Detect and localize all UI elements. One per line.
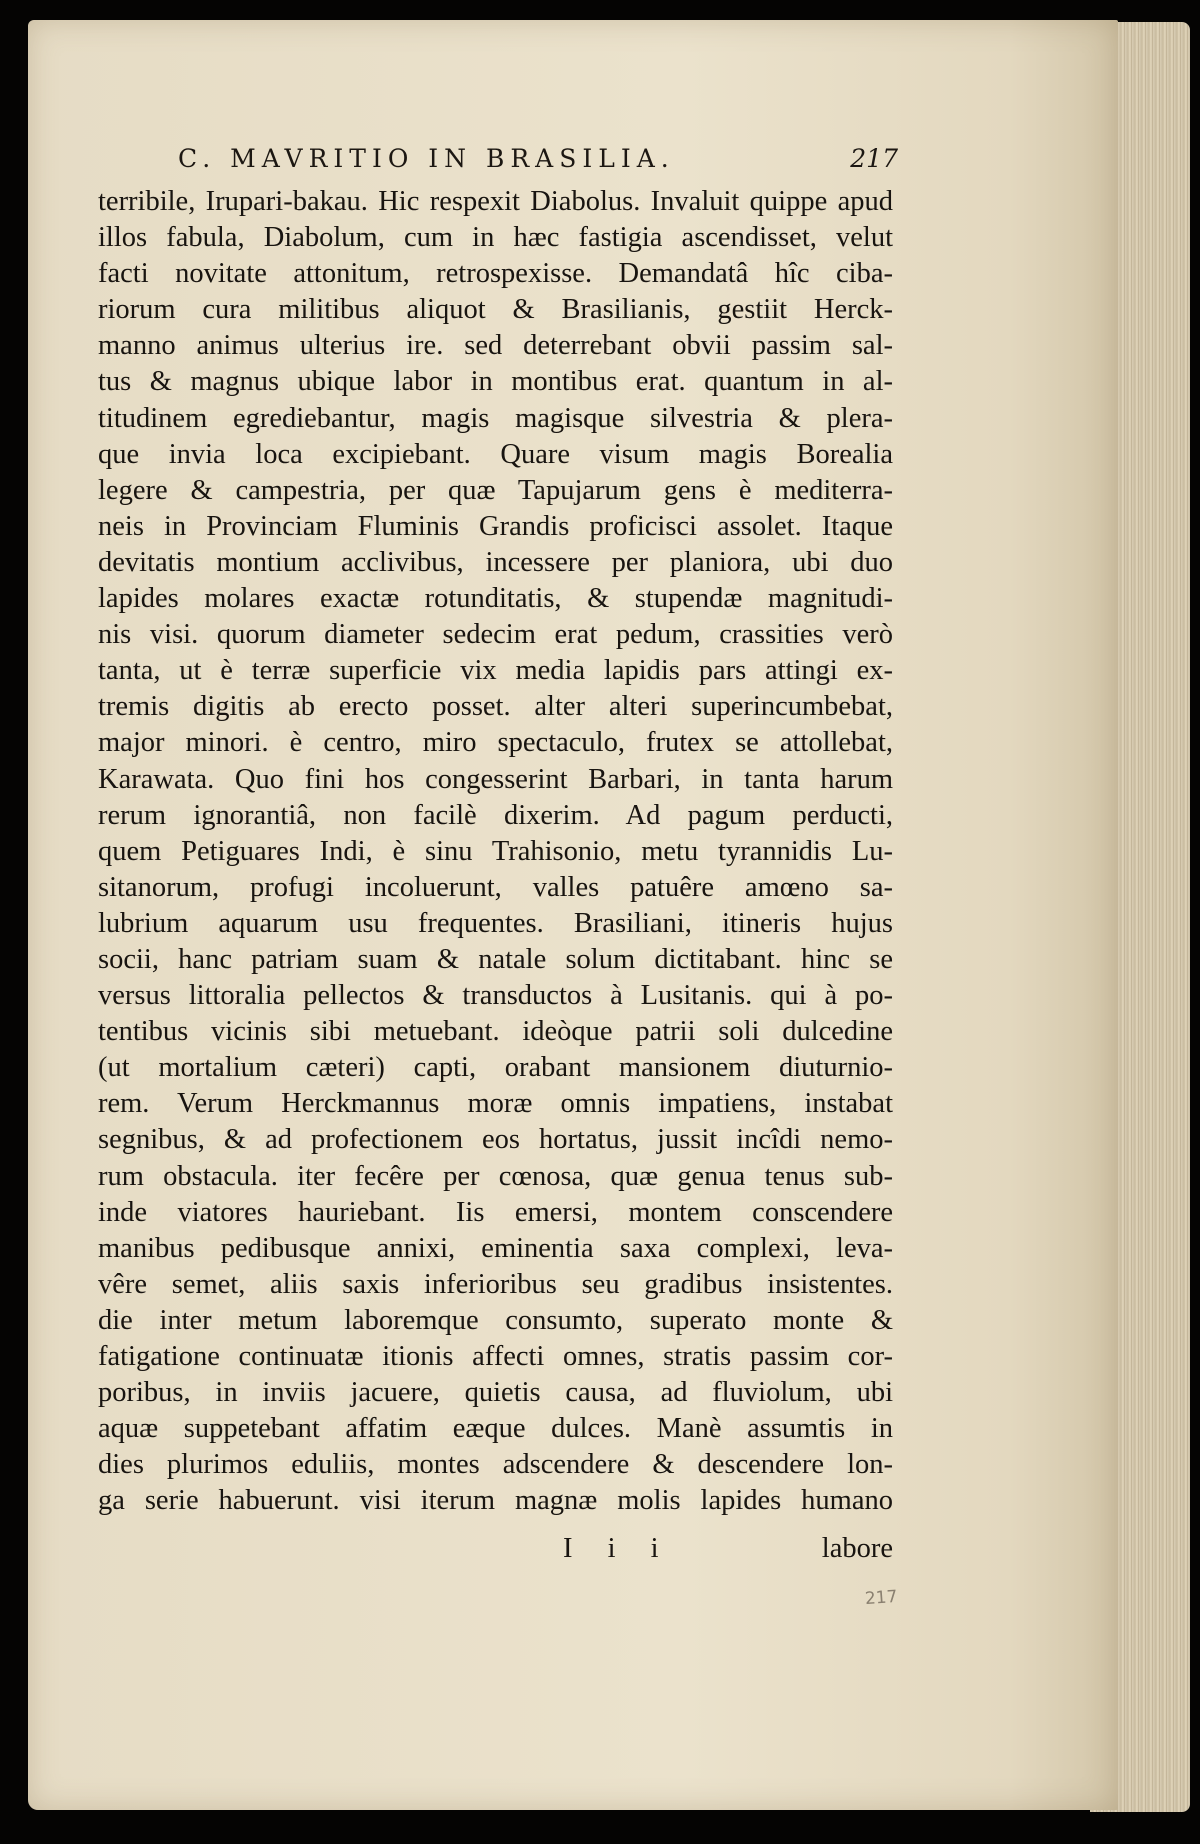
page-footer xyxy=(98,1533,893,1569)
text-line: major minori. è centro, miro spectaculo, frutex se attollebat, xyxy=(98,727,893,759)
text-line: rerum ignorantiâ, non facilè dixerim. Ad pagum perducti, xyxy=(98,799,893,831)
signature-mark: I i i xyxy=(563,1533,673,1564)
text-line: manibus pedibusque annixi, eminentia saxa complexi, leva- xyxy=(98,1232,893,1264)
text-line: inde viatores hauriebant. Iis emersi, montem conscendere xyxy=(98,1196,893,1228)
text-line: rem. Verum Herckmannus moræ omnis impatiens, instabat xyxy=(98,1088,893,1120)
text-line: die inter metum laboremque consumto, superato monte & xyxy=(98,1304,893,1336)
text-line: lapides molares exactæ rotunditatis, & stupendæ magnitudi- xyxy=(98,583,893,615)
text-line: vêre semet, aliis saxis inferioribus seu gradibus insistentes. xyxy=(98,1268,893,1300)
text-line: ga serie habuerunt. visi iterum magnæ molis lapides humano xyxy=(98,1485,893,1517)
body-text xyxy=(98,184,893,1519)
text-line: versus littoralia pellectos & transductos à Lusitanis. qui à po- xyxy=(98,980,893,1012)
text-line: tanta, ut è terræ superficie vix media lapidis pars attingi ex- xyxy=(98,655,893,687)
text-line: dies plurimos eduliis, montes adscendere & descendere lon- xyxy=(98,1449,893,1481)
pencil-page-note: 217 xyxy=(864,1586,899,1610)
text-line: sitanorum, profugi incoluerunt, valles patuêre amœno sa- xyxy=(98,871,893,903)
text-line: terribile, Irupari-bakau. Hic respexit Diabolus. Invaluit quippe apud xyxy=(98,186,893,217)
text-line: neis in Provinciam Fluminis Grandis proficisci assolet. Itaque xyxy=(98,510,893,542)
page-number: 217 xyxy=(850,144,898,173)
text-line: tus & magnus ubique labor in montibus erat. quantum in al- xyxy=(98,366,893,398)
text-line: rum obstacula. iter fecêre per cœnosa, quæ genua tenus sub- xyxy=(98,1160,893,1192)
text-line: tremis digitis ab erecto posset. alter alteri superincumbebat, xyxy=(98,691,893,723)
text-line: segnibus, & ad profectionem eos hortatus, jussit incîdi nemo- xyxy=(98,1124,893,1156)
text-line: nis visi. quorum diameter sedecim erat pedum, crassities verò xyxy=(98,619,893,651)
text-line: quem Petiguares Indi, è sinu Trahisonio, metu tyrannidis Lu- xyxy=(98,835,893,867)
text-line: Karawata. Quo fini hos congesserint Barbari, in tanta harum xyxy=(98,763,893,795)
text-line: riorum cura militibus aliquot & Brasilianis, gestiit Herck- xyxy=(98,294,893,326)
text-line: facti novitate attonitum, retrospexisse. Demandatâ hîc ciba- xyxy=(98,258,893,290)
text-line: devitatis montium acclivibus, incessere per planiora, ubi duo xyxy=(98,546,893,578)
text-line: manno animus ulterius ire. sed deterrebant obvii passim sal- xyxy=(98,330,893,362)
text-line: titudinem egrediebantur, magis magisque silvestria & plera- xyxy=(98,402,893,434)
text-line: tentibus vicinis sibi metuebant. ideòque patrii soli dulcedine xyxy=(98,1016,893,1048)
text-line: aquæ suppetebant affatim eæque dulces. Manè assumtis in xyxy=(98,1413,893,1445)
running-head: C. MAVRITIO IN BRASILIA. xyxy=(178,144,675,173)
text-line: socii, hanc patriam suam & natale solum dictitabant. hinc se xyxy=(98,943,893,975)
text-line: illos fabula, Diabolum, cum in hæc fastigia ascendisset, velut xyxy=(98,222,893,254)
text-line: (ut mortalium cæteri) capti, orabant mansionem diuturnio- xyxy=(98,1052,893,1084)
page-header xyxy=(178,144,898,184)
text-line: poribus, in inviis jacuere, quietis causa, ad fluviolum, ubi xyxy=(98,1377,893,1409)
text-line: que invia loca excipiebant. Quare visum magis Borealia xyxy=(98,438,893,470)
text-line: lubrium aquarum usu frequentes. Brasiliani, itineris hujus xyxy=(98,907,893,939)
catchword: labore xyxy=(821,1533,893,1564)
text-line: fatigatione continuatæ itionis affecti omnes, stratis passim cor- xyxy=(98,1341,893,1372)
text-line: legere & campestria, per quæ Tapujarum gens è mediterra- xyxy=(98,474,893,506)
